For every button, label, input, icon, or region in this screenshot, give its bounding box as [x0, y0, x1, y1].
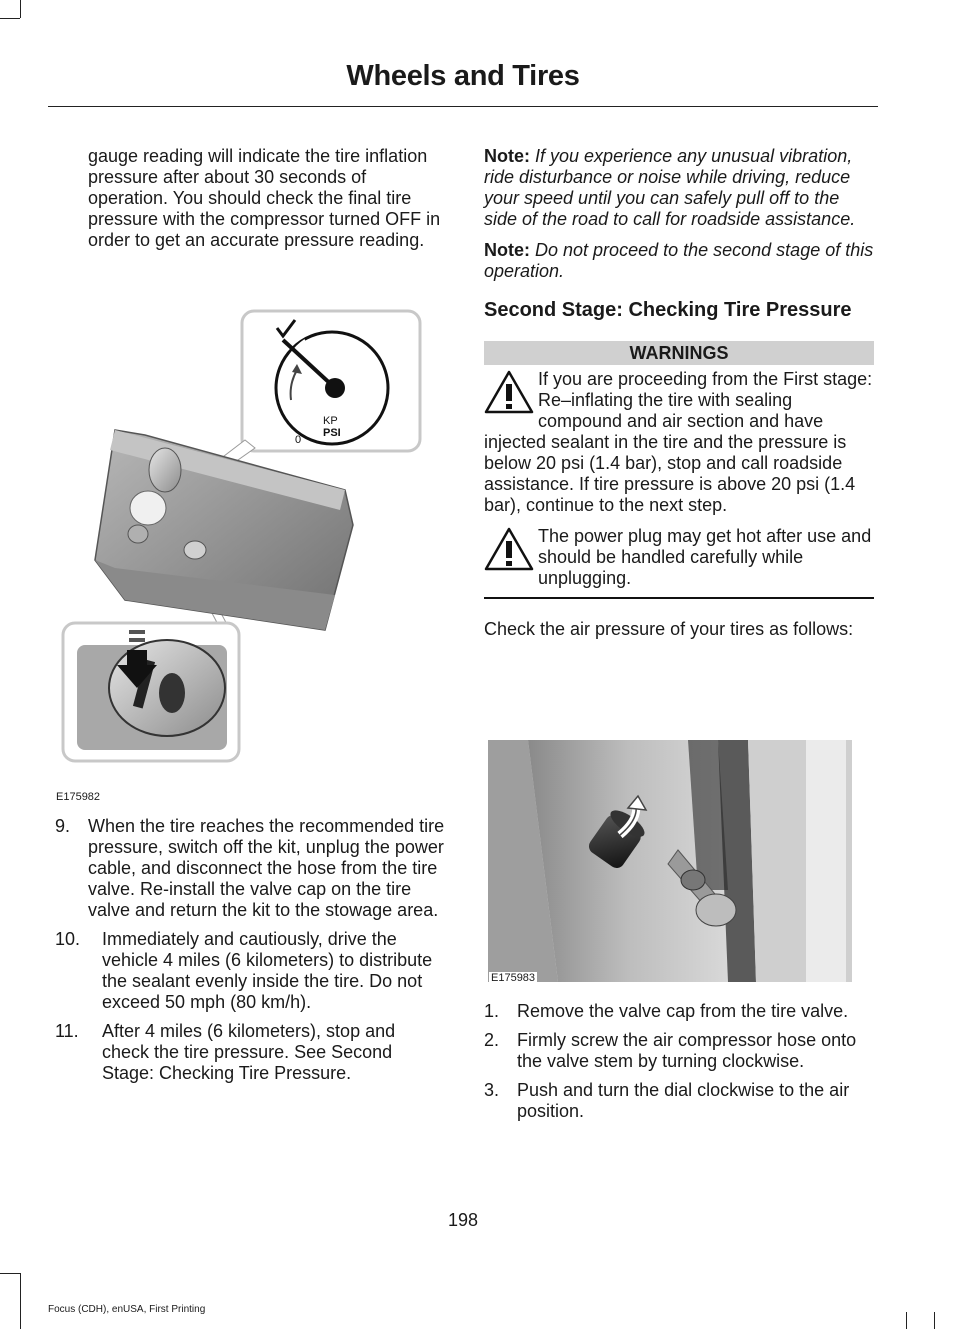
- warnings-header: WARNINGS: [484, 341, 874, 365]
- warning-text: The power plug may get hot after use and should be handled carefully while unplugging.: [538, 526, 872, 588]
- procedure-steps-right: [484, 1001, 874, 1130]
- warning-item: [484, 369, 874, 516]
- intro-paragraph: gauge reading will indicate the tire inflation pressure after about 30 seconds of operation. You should check the final tire pressure with the compressor turned OFF in order to get an accurate pressure reading.: [88, 146, 441, 250]
- step-text: Push and turn the dial clockwise to the air position.: [517, 1080, 850, 1121]
- list-item: [55, 1021, 445, 1084]
- step-number: 3.: [484, 1080, 500, 1100]
- step-text: Firmly screw the air compressor hose onto the valve stem by turning clockwise.: [517, 1030, 857, 1071]
- compressor-figure: [55, 300, 445, 785]
- warning-triangle-icon: [484, 526, 534, 572]
- step-number: 11.: [55, 1021, 79, 1041]
- warning-triangle-icon: [484, 369, 534, 415]
- note-second-stage: [484, 240, 874, 282]
- step-text: Remove the valve cap from the tire valve.: [517, 1001, 849, 1021]
- valve-cap-illustration: [488, 740, 852, 982]
- list-item: [55, 816, 445, 921]
- procedure-steps-left: [55, 816, 445, 1092]
- list-item: [484, 1001, 874, 1022]
- left-column: [55, 146, 445, 251]
- gauge-psi-label: PSI: [323, 427, 341, 439]
- check-paragraph: Check the air pressure of your tires as follows:: [484, 619, 854, 639]
- gauge-zero-label: 0: [295, 434, 302, 446]
- crop-mark: [934, 1312, 935, 1329]
- gauge-kp-label: KP: [323, 415, 338, 427]
- crop-mark: [0, 18, 20, 19]
- note-text: If you experience any unusual vibration, ride disturbance or noise while driving, reduce your speed until you can safely pull off to the side of the road to call for roadside assistance.: [484, 146, 856, 229]
- crop-mark: [20, 0, 21, 18]
- valve-cap-figure: [488, 740, 852, 982]
- section-heading: Second Stage: Checking Tire Pressure: [484, 299, 852, 321]
- crop-mark: [20, 1273, 21, 1329]
- edition-footer: Focus (CDH), enUSA, First Printing: [48, 1304, 206, 1315]
- list-item: [55, 929, 445, 1013]
- note-label: Note:: [484, 146, 530, 166]
- list-item: [484, 1030, 874, 1072]
- step-text: After 4 miles (6 kilometers), stop and check the tire pressure. See Second Stage: Checking Tire Pressure.: [102, 1021, 396, 1083]
- title-divider: [48, 106, 878, 107]
- step-text: Immediately and cautiously, drive the vehicle 4 miles (6 kilometers) to distribute the sealant evenly inside the tire. Do not exceed 50 mph (80 km/h).: [102, 929, 433, 1012]
- list-item: [484, 1080, 874, 1122]
- warning-text: If you are proceeding from the First stage: Re–inflating the tire with sealing compound and air section and have injected sealant in the tire and the pressure is below 20 psi (1.4 bar), stop and call roadside assistance. If tire pressure is above 20 psi (1.4 bar), continue to the next step.: [484, 369, 873, 515]
- page-title: Wheels and Tires: [346, 60, 580, 92]
- step-number: 1.: [484, 1001, 500, 1021]
- note-vibration: [484, 146, 874, 230]
- figure-code: E175983: [491, 972, 536, 984]
- page-number: 198: [447, 1210, 479, 1230]
- compressor-illustration: [55, 300, 445, 785]
- step-number: 2.: [484, 1030, 500, 1050]
- step-text: When the tire reaches the recommended tire pressure, switch off the kit, unplug the power cable, and disconnect the hose from the tire valve. Re-install the valve cap on the tire valve and return the kit to the stowage area.: [88, 816, 445, 920]
- step-number: 9.: [55, 816, 71, 836]
- warnings-end-rule: [484, 597, 874, 599]
- note-text: Do not proceed to the second stage of this operation.: [484, 240, 874, 281]
- figure-code: E175982: [56, 791, 101, 803]
- warning-item: [484, 526, 874, 589]
- crop-mark: [0, 1273, 20, 1274]
- step-number: 10.: [55, 929, 81, 949]
- note-label: Note:: [484, 240, 530, 260]
- crop-mark: [906, 1312, 907, 1329]
- right-column: [484, 146, 874, 640]
